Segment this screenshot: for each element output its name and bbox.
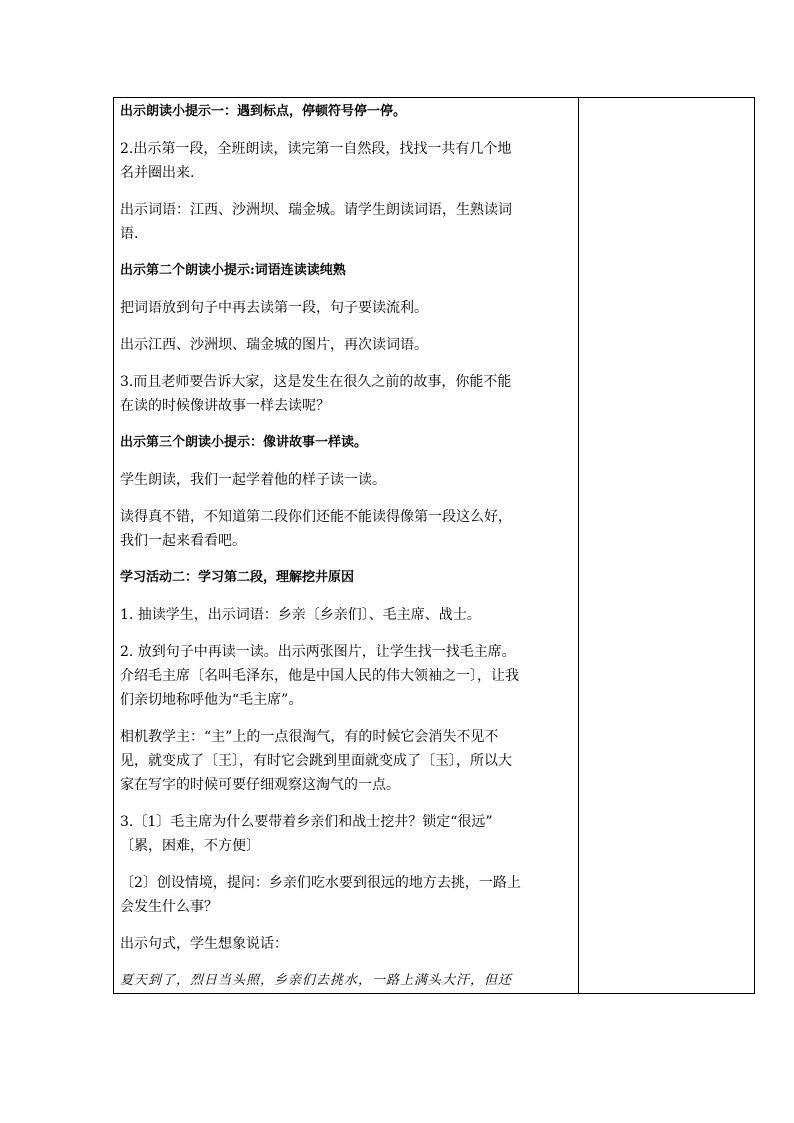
notes-cell bbox=[579, 98, 754, 993]
section-heading-line: 出示朗读小提示一：遇到标点，停顿符号停一停。 bbox=[120, 104, 407, 119]
text-line: 们亲切地称呼他为“毛主席”。 bbox=[120, 692, 303, 708]
text-line: 〔累，困难，不方便〕 bbox=[120, 838, 260, 854]
lesson-content-cell bbox=[114, 98, 578, 993]
text-line: 家在写字的时候可要仔细观察这淘气的一点。 bbox=[120, 777, 400, 793]
section-heading-line: 出示第二个朗读小提示:词语连读读纯熟 bbox=[120, 263, 346, 278]
text-line: 2.出示第一段，全班朗读，读完第一自然段，找找一共有几个地 bbox=[120, 141, 512, 157]
text-line: 在读的时候像讲故事一样去读呢？ bbox=[120, 398, 330, 414]
text-line: 1. 抽读学生，出示词语：乡亲〔乡亲们〕、毛主席、战士。 bbox=[120, 607, 481, 623]
text-line: 〔2〕创设情境，提问：乡亲们吃水要到很远的地方去挑，一路上 bbox=[120, 875, 521, 891]
text-line: 见，就变成了〔王〕，有时它会跳到里面就变成了〔玉〕，所以大 bbox=[120, 753, 512, 769]
text-line: 介绍毛主席〔名叫毛泽东，他是中国人民的伟大领袖之一〕，让我 bbox=[120, 668, 519, 684]
section-heading-line: 学习活动二：学习第二段，理解挖井原因 bbox=[120, 570, 355, 585]
text-line: 夏天到了，烈日当头照，乡亲们去挑水，一路上满头大汗，但还 bbox=[120, 973, 513, 988]
text-line: 出示句式，学生想象说话： bbox=[120, 936, 288, 952]
text-line: 学生朗读，我们一起学着他的样子读一读。 bbox=[120, 472, 386, 488]
text-line: 我们一起来看看吧。 bbox=[120, 533, 246, 549]
section-heading-line: 出示第三个朗读小提示：像讲故事一样读。 bbox=[120, 435, 368, 450]
lesson-table bbox=[113, 97, 755, 994]
text-line: 出示江西、沙洲坝、瑞金城的图片，再次读词语。 bbox=[120, 337, 428, 353]
text-line: 语. bbox=[120, 226, 139, 242]
text-line: 读得真不错，不知道第二段你们还能不能读得像第一段这么好， bbox=[120, 509, 512, 525]
text-line: 3.〔1〕毛主席为什么要带着乡亲们和战士挖井？锁定“很远” bbox=[120, 814, 493, 830]
text-line: 出示词语：江西、沙洲坝、瑞金城。请学生朗读词语，生熟读词 bbox=[120, 202, 512, 218]
text-line: 2. 放到句子中再读一读。出示两张图片，让学生找一找毛主席。 bbox=[120, 644, 516, 660]
text-line: 相机教学主：“主”上的一点很淘气，有的时候它会消失不见不 bbox=[120, 729, 499, 745]
text-line: 把词语放到句子中再去读第一段，句子要读流利。 bbox=[120, 300, 428, 316]
text-line: 名并圈出来. bbox=[120, 165, 195, 181]
text-line: 3.而且老师要告诉大家，这是发生在很久之前的故事，你能不能 bbox=[120, 374, 512, 390]
text-line: 会发生什么事？ bbox=[120, 899, 218, 915]
